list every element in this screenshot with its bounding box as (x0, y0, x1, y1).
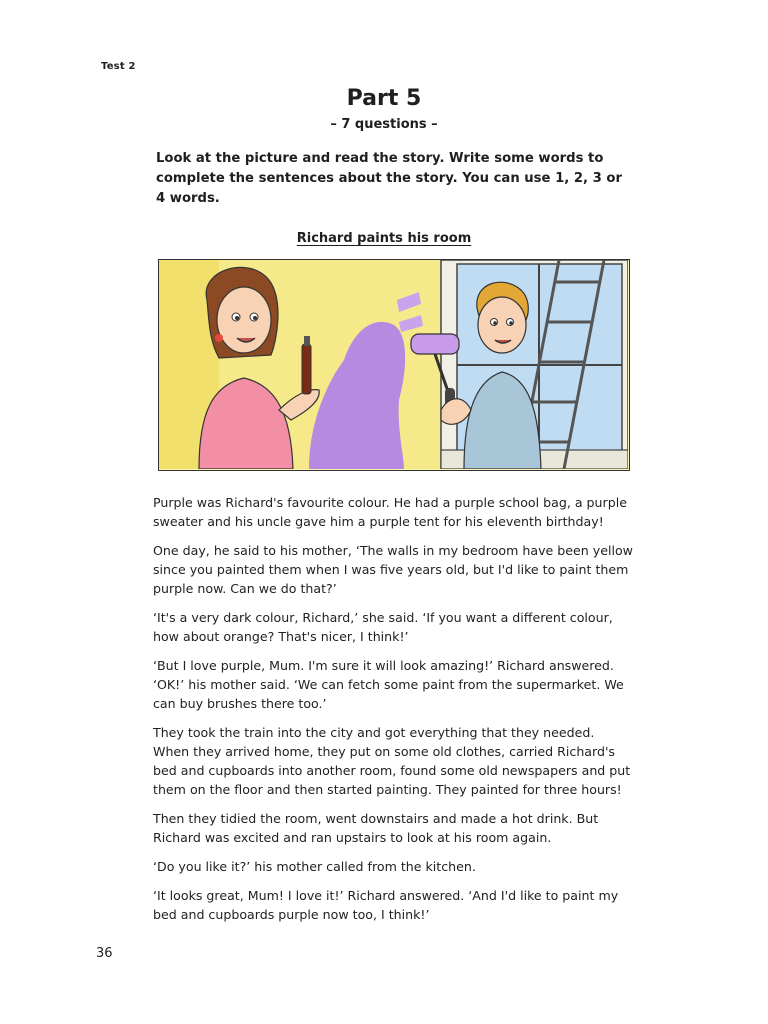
story-paragraph: ‘It's a very dark colour, Richard,’ she said. ‘If you want a different colour, how about orange? That's nicer, I think!’ (153, 610, 613, 644)
story-paragraph: One day, he said to his mother, ‘The walls in my bedroom have been yellow since you painted them when I was five years old, but I'd like to paint them purple now. Can we do that?’ (153, 543, 633, 596)
story-paragraph: Purple was Richard's favourite colour. He had a purple school bag, a purple sweater and his uncle gave him a purple tent for his eleventh birthday! (153, 495, 627, 529)
story-paragraph: ‘But I love purple, Mum. I'm sure it will look amazing!’ Richard answered. ‘OK!’ his mother said. ‘We can fetch some paint from the supermarket. We can buy brushes there too.’ (153, 658, 624, 711)
part-title: Part 5 (346, 86, 422, 111)
story-paragraph: ‘Do you like it?’ his mother called from the kitchen. (153, 859, 476, 874)
part-subtitle: – 7 questions – (330, 117, 438, 132)
story-paragraph: Then they tidied the room, went downstairs and made a hot drink. But Richard was excited and ran upstairs to look at his room again. (153, 811, 599, 845)
instructions: Look at the picture and read the story. Write some words to complete the sentences about the story. You can use 1, 2, 3 or 4 words. (156, 151, 622, 206)
page-number: 36 (96, 946, 113, 961)
running-head: Test 2 (101, 61, 136, 72)
story-paragraph: They took the train into the city and got everything that they needed. When they arrived home, they put on some old clothes, carried Richard's bed and cupboards into another room, found some old newspapers and put them on the floor and then started painting. They painted for three hours! (153, 725, 631, 797)
story-paragraph: ‘It looks great, Mum! I love it!’ Richard answered. ‘And I'd like to paint my bed and cupboards purple now too, I think!’ (153, 888, 619, 922)
painting-scene-illustration (159, 260, 628, 469)
story-illustration (158, 259, 630, 471)
story-text (153, 493, 633, 934)
story-title: Richard paints his room (296, 231, 472, 246)
